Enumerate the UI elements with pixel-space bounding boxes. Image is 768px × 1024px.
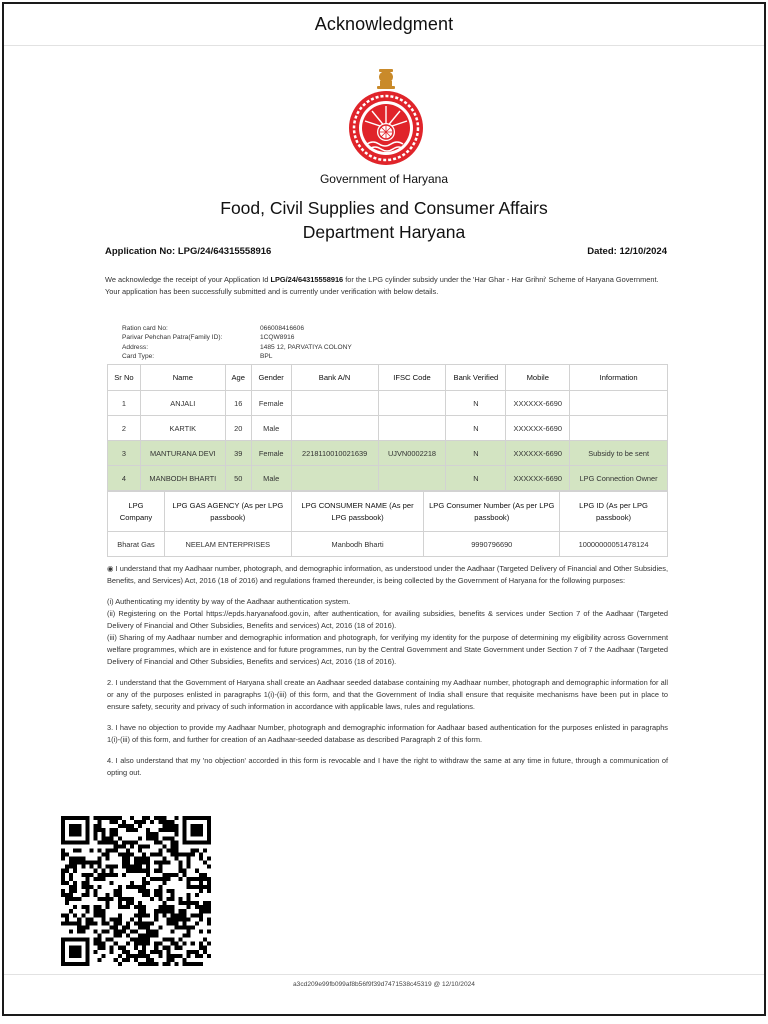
application-info-row xyxy=(105,246,667,257)
acknowledgment-intro: We acknowledge the receipt of your Application Id LPG/24/64315558916 for the LPG cylinder subsidy under the 'Har Ghar - Har Grihni' Scheme of Haryana Government. Your application has been successfully submitted and is currently under verification with below details. xyxy=(105,275,659,296)
footer-hash: a3cd209e99fb099af8b56f9f39d7471538c45319 @ 12/10/2024 xyxy=(4,974,764,994)
detail-row: Address: 1485 12, PARVATIYA COLONY xyxy=(122,343,352,351)
lpg-details-table xyxy=(107,491,668,557)
consent-point-4: 4. I also understand that my 'no objection' accorded in this form is revocable and I have the right to withdraw the same at any time in future, through a communication of opting out. xyxy=(107,756,668,777)
table-header-row: Sr No Name Age Gender Bank A/N IFSC Code Bank Verified Mobile Information xyxy=(108,365,668,391)
government-name: Government of Haryana xyxy=(319,172,449,186)
qr-code-icon xyxy=(61,816,211,966)
aadhaar-consent-text xyxy=(107,563,668,779)
department-name-line2: Department Haryana xyxy=(302,222,466,242)
consent-point-3: 3. I have no objection to provide my Aadhaar Number, photograph and demographic information for Aadhaar based authentication for the purposes enlisted in paragraphs 1(i)-(iii) of this form, and further for creation of an Aadhaar-seeded database as described Paragraph 2 of this form. xyxy=(107,723,668,744)
consent-purpose-3: (iii) Sharing of my Aadhaar number and demographic information and photograph, for verifying my identity for the purpose of determining my eligibility across Government welfare programmes, which are in existence and for future programmes, run by the Central Government and State Government under Section 7 of 7 the Aadhaar (Targeted Delivery of Financial and Other Subsidies, Benefits and services) Act, 2016 (18 of 2016). xyxy=(107,633,668,666)
table-row: Bharat Gas NEELAM ENTERPRISES Manbodh Bharti 9990796690 10000000051478124 xyxy=(108,532,668,557)
consent-purpose-2: (ii) Registering on the Portal https://epds.haryanafood.gov.in, after authentication, for availing subsidies, benefits & services under Section 7 of the Aadhaar (Targeted Delivery of Financial and Other Subsidies, Benefits and services) Act, 2016 (18 of 2016). xyxy=(107,609,668,630)
application-id: LPG/24/64315558916 xyxy=(270,275,344,284)
consent-main: ◉ I understand that my Aadhaar number, photograph, and demographic information, as understood under the Aadhaar (Targeted Delivery of Financial and Other Subsidies, Benefits, and Services) Act, 2016 (18 of 2016) and regulations framed thereunder, is being collected by the Government of Haryana for the following purposes: xyxy=(107,564,668,585)
table-row-highlighted: 3 MANTURANA DEVI 39 Female 2218110010021639 UJVN0002218 N XXXXXX-6690 Subsidy to be sent xyxy=(108,441,668,466)
table-row: 1 ANJALI 16 Female N XXXXXX-6690 xyxy=(108,391,668,416)
radio-checked-icon: ◉ xyxy=(107,564,114,573)
table-row: 2 KARTIK 20 Male N XXXXXX-6690 xyxy=(108,416,668,441)
consent-purpose-1: (i) Authenticating my identity by way of the Aadhaar authentication system. xyxy=(107,597,351,606)
table-row-highlighted: 4 MANBODH BHARTI 50 Male N XXXXXX-6690 LPG Connection Owner xyxy=(108,466,668,491)
application-date: Dated: 12/10/2024 xyxy=(587,246,667,257)
table-header-row: LPG Company LPG GAS AGENCY (As per LPG passbook) LPG CONSUMER NAME (As per LPG passbook) LPG Consumer Number (As per LPG passbook) LPG ID (As per LPG passbook) xyxy=(108,492,668,532)
application-number: Application No: LPG/24/64315558916 xyxy=(105,246,272,257)
department-name-line1: Food, Civil Supplies and Consumer Affairs xyxy=(220,198,548,218)
detail-row: Parivar Pehchan Patra(Family ID): 1CQW8916 xyxy=(122,334,295,342)
consent-point-2: 2. I understand that the Government of Haryana shall create an Aadhaar seeded database containing my Aadhaar number, photograph and demographic information for all or any of the purposes enlisted in paragraphs 1(i)-(iii) of this form, and that the Government of India shall ensure that requisite mechanisms have been put in place to ensure safety, security and privacy of such information in accordance with applicable laws, rules and regulations. xyxy=(107,678,668,711)
detail-row: Card Type: BPL xyxy=(122,353,273,361)
header xyxy=(4,4,764,46)
page-title: Acknowledgment xyxy=(314,14,454,34)
ration-card-details xyxy=(122,324,352,362)
acknowledgment-document xyxy=(2,2,766,1016)
detail-row: Ration card No: 066008416606 xyxy=(122,325,305,332)
haryana-emblem-icon xyxy=(345,66,427,166)
family-members-table xyxy=(107,364,668,491)
